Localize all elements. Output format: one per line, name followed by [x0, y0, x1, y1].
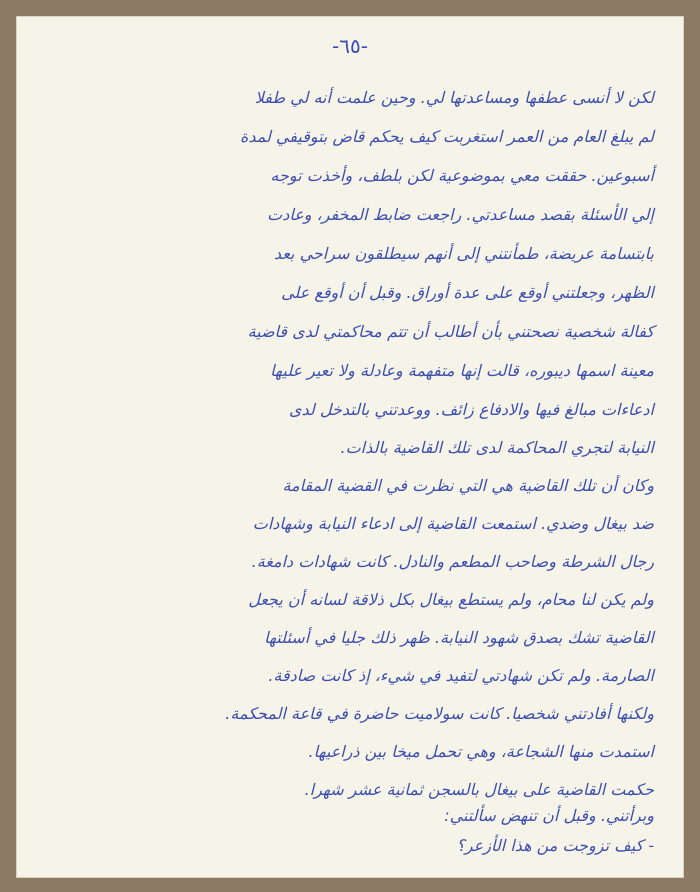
text-line: لم يبلغ العام من العمر استغربت كيف يحكم قاض بتوقيفي لمدة [239, 127, 654, 146]
text-line: أسبوعين. حققت معي بموضوعية لكن بلطف، وأخذت توجه [270, 166, 654, 185]
page-number: -٦٥- [332, 34, 368, 58]
text-line: الظهر، وجعلتني أوقع على عدة أوراق. وقبل أن أوقع على [281, 283, 654, 302]
text-line: بابتسامة عريضة، طمأنتني إلى أنهم سيطلقون سراحي بعد [273, 244, 654, 263]
text-line: حكمت القاضية على بيغال بالسجن ثمانية عشر شهرا. [304, 780, 654, 799]
text-line: معينة اسمها ديبوره، قالت إنها متفهمة وعادلة ولا تعير عليها [270, 361, 654, 380]
text-line: استمدت منها الشجاعة، وهي تحمل ميخا بين ذراعيها. [308, 742, 654, 761]
text-line: ولم يكن لنا محام، ولم يستطع بيغال بكل ذلاقة لسانه أن يجعل [248, 590, 654, 609]
text-line: القاضية تشك بصدق شهود النيابة. ظهر ذلك جليا في أسئلتها [264, 628, 654, 647]
text-line: إلي الأسئلة بقصد مساعدتي. راجعت ضابط المخفر، وعادت [267, 205, 654, 224]
text-line: لكن لا أنسى عطفها ومساعدتها لي. وحين علمت أنه لي طفلا [254, 88, 654, 107]
text-line: النيابة لتجري المحاكمة لدى تلك القاضية بالذات. [340, 438, 654, 457]
text-line: كفالة شخصية نصحتني بأن أطالب أن تتم محاكمتي لدى قاضية [247, 322, 654, 341]
manuscript-page [16, 16, 684, 878]
text-line: ضد بيغال وضدي. استمعت القاضية إلى ادعاء النيابة وشهادات [252, 514, 654, 533]
text-line: الصارمة. ولم تكن شهادتي لتفيد في شيء، إذ كانت صادقة. [268, 666, 654, 685]
text-line: وكان أن تلك القاضية هي التي نظرت في القضية المقامة [282, 476, 654, 495]
text-line: رجال الشرطة وصاحب المطعم والنادل. كانت شهادات دامغة. [251, 552, 654, 571]
text-line: ادعاءات مبالغ فيها والادفاع زائف. ووعدتني بالتدخل لدى [288, 400, 654, 419]
text-line: وبرأتني. وقبل أن تنهض سألتني: [444, 806, 654, 825]
text-line: ولكنها أفادتني شخصيا. كانت سولاميت حاضرة في قاعة المحكمة. [225, 704, 654, 723]
text-line: - كيف تزوجت من هذا الأزعر؟ [456, 836, 654, 855]
